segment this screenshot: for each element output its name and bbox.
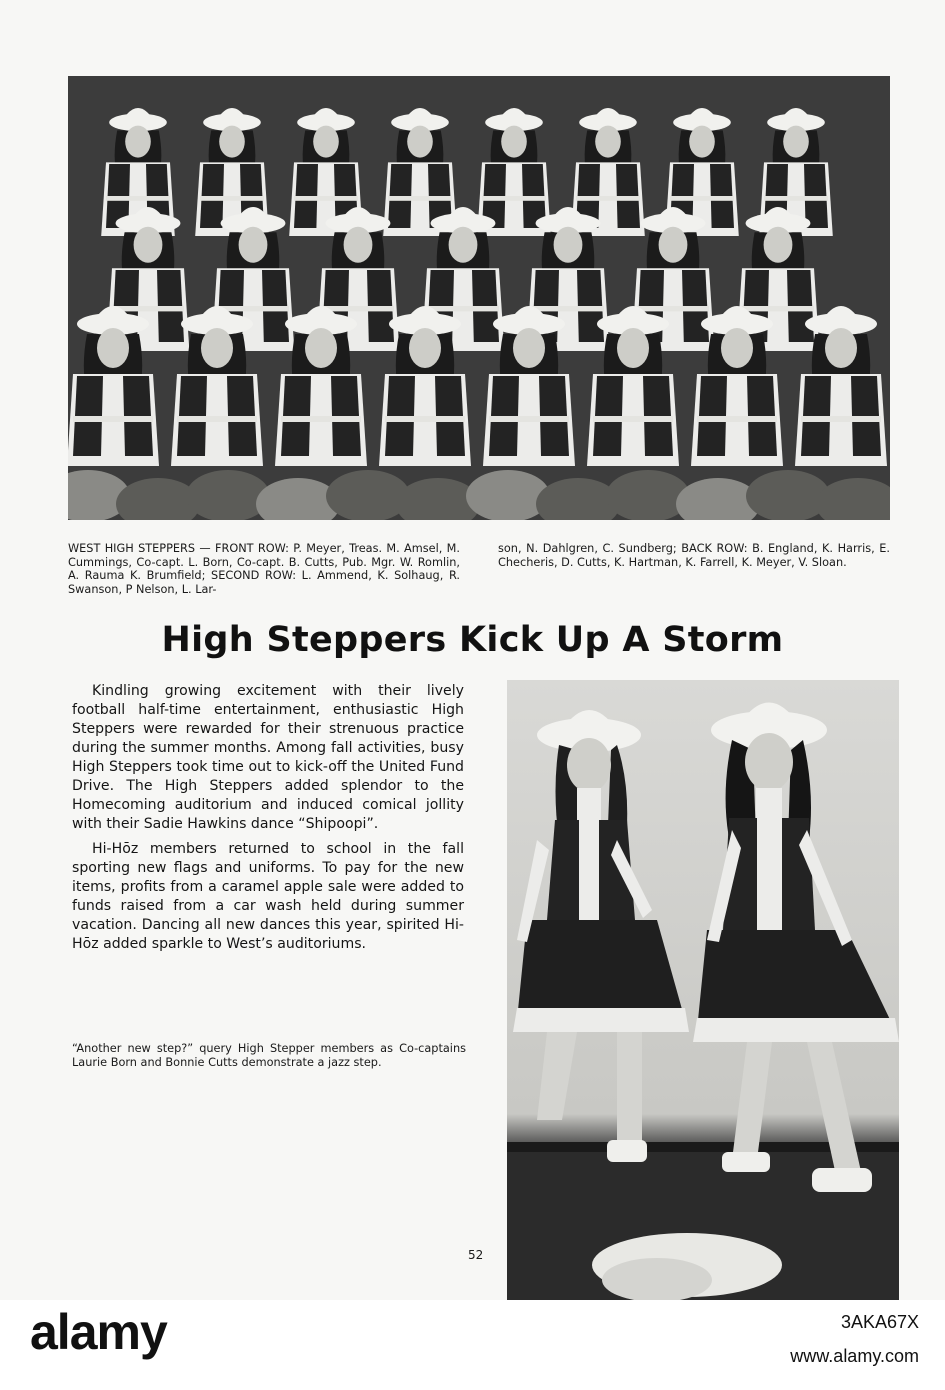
pom-pom — [186, 470, 270, 520]
pom-pom — [606, 470, 690, 520]
watermark-image-id: 3AKA67X — [840, 1312, 919, 1332]
pair-photo — [507, 680, 899, 1300]
article-paragraph-2: Hi-Hōz members returned to school in the fall sporting new flags and uniforms. To pay for the new items, profits from a caramel apple sale were added to funds raised from a car wash held during summer vacation. Dancing all new dances this year, spirited Hi-Hōz added sparkle to West’s auditoriums. — [72, 841, 464, 952]
article-body — [72, 682, 464, 954]
pair-photo-caption: “Another new step?” query High Stepper members as Co-captains Laurie Born and Bonnie Cutts demonstrate a jazz step. — [72, 1042, 466, 1069]
watermark-logo: alamy — [30, 1304, 167, 1360]
page-number: 52 — [468, 1248, 484, 1262]
dancer-left — [513, 710, 689, 1162]
pom-pom — [326, 470, 410, 520]
watermark-url: www.alamy.com — [790, 1346, 919, 1366]
article-headline: High Steppers Kick Up A Storm — [161, 620, 784, 660]
pom-pom — [746, 470, 830, 520]
dancer-right — [693, 703, 899, 1193]
article-paragraph-1: Kindling growing excitement with their lively football half-time entertainment, enthusiastic High Steppers were rewarded for their strenuous practice during the summer months. Among fall activities, busy High Steppers took time out to kick-off the United Fund Drive. The High Steppers added splendor to the Homecoming auditorium and induced comical jollity with their Sadie Hawkins dance “Shipoopi”. — [72, 683, 464, 832]
group-photo — [68, 76, 890, 520]
pom-pom — [466, 470, 550, 520]
group-photo-caption-right: son, N. Dahlgren, C. Sundberg; BACK ROW: B. England, K. Harris, E. Checheris, D. Cutts, K. Hartman, K. Farrell, K. Meyer, V. Sloan. — [498, 542, 890, 569]
pair-photo-illustration — [507, 680, 899, 1300]
group-photo-caption-left: WEST HIGH STEPPERS — FRONT ROW: P. Meyer, Treas. M. Amsel, M. Cummings, Co-capt. L. Born, Co-capt. B. Cutts, Pub. Mgr. W. Romlin, A. Rauma K. Brumfield; SECOND ROW: L. Ammend, K. Solhaug, R. Swanson, P Nelson, L. Lar- — [68, 542, 460, 596]
group-photo-illustration — [68, 76, 890, 520]
